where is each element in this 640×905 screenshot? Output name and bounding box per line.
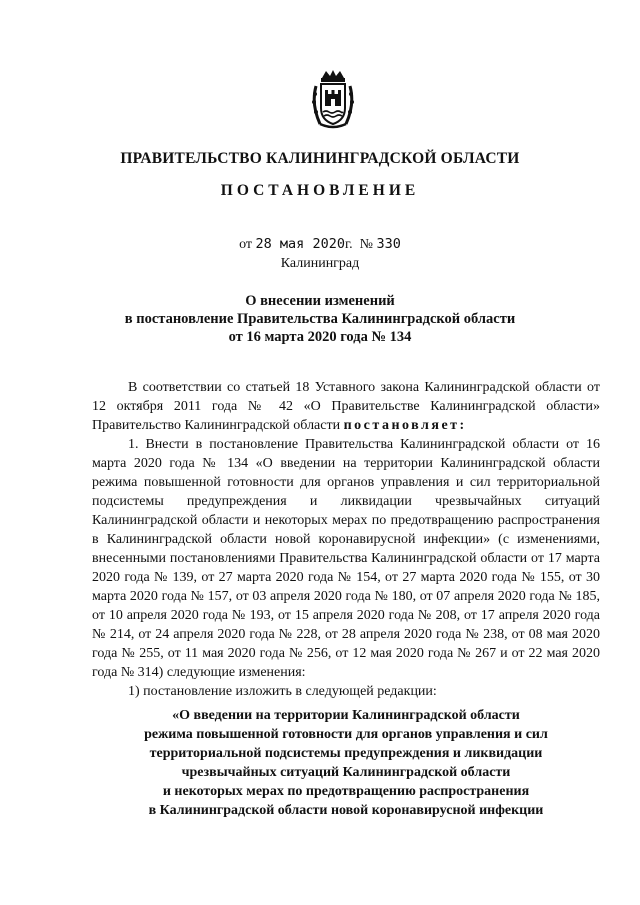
quote-line: чрезвычайных ситуаций Калининградской области [181, 765, 511, 780]
city-name: Калининград [280, 256, 360, 271]
preamble-paragraph [92, 378, 600, 435]
quote-line: «О введении на территории Калининградской области [172, 708, 520, 723]
heading-line: в постановление Правительства Калининградской области [124, 311, 516, 327]
document-type-title: ПОСТАНОВЛЕНИЕ [220, 182, 420, 199]
date-prefix: от [239, 237, 253, 252]
coat-of-arms-emblem [310, 68, 356, 130]
preamble-text: В соответствии со статьей 18 Уставного закона Калининградской области от 12 октября 2011 года № 42 «О Правительстве Калининградской области» Правительство Калининградской области [92, 380, 600, 433]
number-sign: № [359, 237, 373, 252]
quote-line: и некоторых мерах по предотвращению распространения [162, 784, 530, 799]
heading-line: от 16 марта 2020 года № 134 [228, 329, 412, 345]
decree-date-number [0, 236, 640, 253]
decree-body [92, 378, 600, 701]
quoted-new-title [92, 706, 600, 820]
date-suffix: г. [344, 237, 353, 252]
heading-line: О внесении изменений [245, 293, 395, 309]
quote-line: режима повышенной готовности для органов управления и сил [144, 727, 548, 742]
resolves-keyword: постановляет: [343, 418, 467, 433]
item-1-paragraph: 1. Внести в постановление Правительства Калининградской области от 16 марта 2020 года № 134 «О введении на территории Калининградской области режима повышенной готовности для органов управления и сил территориальной подсистемы предупреждения и ликвидации чрезвычайных ситуаций Калининградской области и некоторых мерах по предотвращению распространения в Калининградской области новой коронавирусной инфекции» (с изменениями, внесенными постановлениями Правительства Калининградской области от 17 марта 2020 года № 139, от 27 марта 2020 года № 154, от 27 марта 2020 года № 155, от 30 марта 2020 года № 157, от 03 апреля 2020 года № 180, от 07 апреля 2020 года № 185, от 10 апреля 2020 года № 193, от 15 апреля 2020 года № 208, от 17 апреля 2020 года № 214, от 24 апреля 2020 года № 228, от 28 апреля 2020 года № 238, от 08 мая 2020 года № 255, от 11 мая 2020 года № 256, от 12 мая 2020 года № 267 и от 22 мая 2020 года № 314) следующие изменения: [92, 437, 600, 680]
date-value: 28 мая 2020 [255, 236, 345, 252]
decree-number: 330 [376, 236, 401, 252]
subitem-1-paragraph: 1) постановление изложить в следующей редакции: [128, 684, 437, 699]
decree-heading [0, 292, 640, 346]
government-title: ПРАВИТЕЛЬСТВО КАЛИНИНГРАДСКОЙ ОБЛАСТИ [120, 150, 520, 167]
quote-line: в Калининградской области новой коронавирусной инфекции [148, 803, 544, 818]
quote-line: территориальной подсистемы предупреждения и ликвидации [149, 746, 543, 761]
